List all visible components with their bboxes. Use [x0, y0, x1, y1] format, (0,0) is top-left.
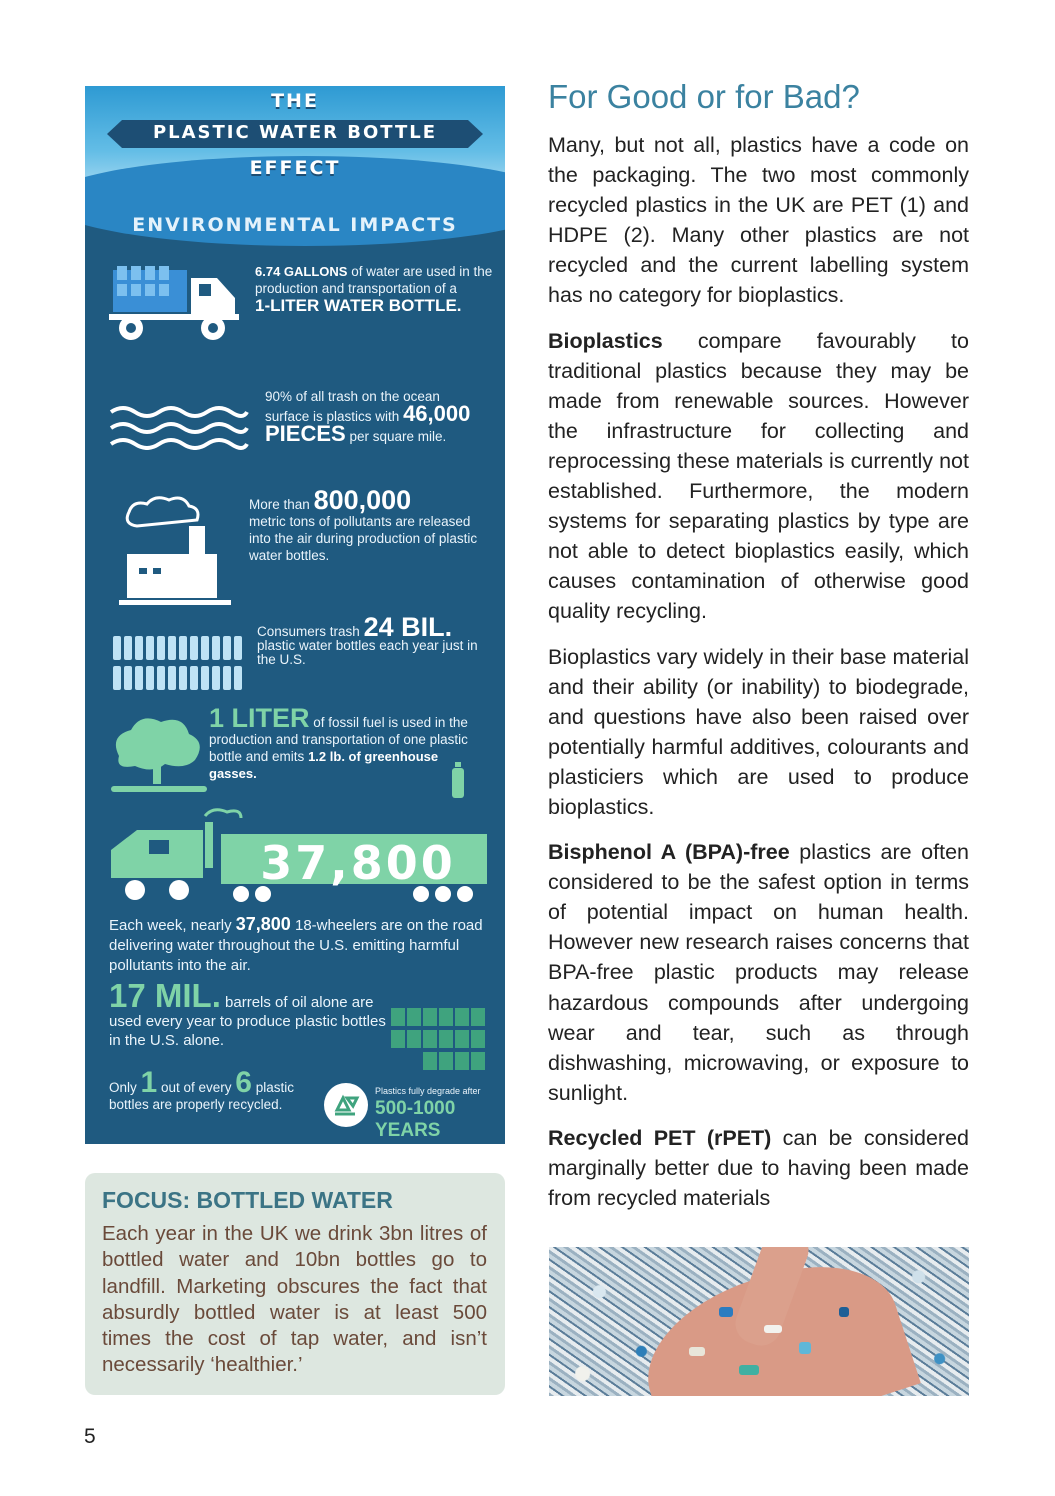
oil-barrels-icon [391, 1008, 487, 1072]
infographic [85, 86, 505, 1144]
fact8-body-b: out of every [160, 1080, 232, 1095]
paragraph-5 [548, 1123, 969, 1213]
microplastic-particle [689, 1347, 705, 1356]
fact3-prefix: More than [249, 497, 310, 512]
paragraph-4 [548, 837, 969, 1108]
article-body [548, 130, 969, 1228]
paragraph-3: Bioplastics vary widely in their base material and their ability (or inability) to biodegrade, and questions have also been raised over potentially harmful additives, colourants and plasticiers which are used to produce bioplastics. [548, 644, 969, 819]
fact5-emphasis: 1.2 lb. of greenhouse gasses. [209, 749, 439, 781]
section-title: ENVIRONMENTAL IMPACTS [132, 214, 458, 236]
fact6-body-a: Each week, nearly [109, 917, 232, 934]
page-number: 5 [84, 1425, 96, 1448]
ocean-waves-icon [109, 404, 249, 450]
fact4-highlight: 24 BIL. [363, 612, 453, 642]
bottles-icon [113, 630, 243, 694]
fact5-highlight: 1 LITER [209, 703, 310, 733]
paragraph-2 [548, 326, 969, 627]
fact7-highlight: 17 MIL. [109, 977, 221, 1014]
infographic-title-effect: EFFECT [249, 157, 341, 179]
fact4-prefix: Consumers trash [257, 624, 360, 639]
tree-icon [109, 716, 209, 796]
fact5-text [209, 703, 479, 782]
microplastic-particle [839, 1307, 849, 1317]
fact2-body2: per square mile. [349, 429, 447, 444]
fact9-small: Plastics fully degrade after [375, 1086, 481, 1096]
truck-icon [109, 264, 241, 344]
fact8-body-c: plastic bottles are properly recycled. [109, 1080, 295, 1112]
bioplastics-term: Bioplastics [548, 328, 663, 353]
fact2-text [265, 388, 485, 445]
article-heading: For Good or for Bad? [548, 78, 860, 115]
fact3-text [249, 485, 489, 564]
microplastic-particle [799, 1342, 811, 1354]
paragraph-2-text: compare favourably to traditional plastics because they may be made from renewable sources. However the infrastructure for collecting and reprocessing these materials is currently not established. Furthermore, the modern systems for separating plastics by type are not able to detect bioplastics easily, which causes contamination of otherwise good quality recycling. [548, 328, 969, 624]
fact1-highlight: 6.74 GALLONS [255, 264, 348, 279]
fact3-body: metric tons of pollutants are released into the air during production of plastic water bottles. [249, 514, 478, 563]
fact1-emphasis: 1-LITER WATER BOTTLE. [255, 296, 462, 315]
paragraph-4-text: plastics are often considered to be the safest option in terms of potential impact on human health. However new research raises concerns that BPA-free plastic products may release hazardous compounds after undergoing wear and tear, such as through dishwashing, microwaving, or exposure to sunlight. [548, 840, 969, 1105]
focus-box [85, 1173, 505, 1395]
microplastic-particle [719, 1307, 733, 1317]
microplastics-photo [549, 1247, 969, 1396]
fact3-highlight: 800,000 [313, 485, 412, 515]
fact5-body: of fossil fuel is used in the production and transportation of one plastic bottle and emits [209, 715, 468, 764]
fact6-text [109, 914, 489, 976]
fact4-text [257, 612, 487, 667]
fact6-body-b: 18-wheelers are on the road delivering water throughout the U.S. emitting harmful pollutants into the air. [109, 917, 483, 974]
fact9-highlight: 500-1000 YEARS [375, 1098, 456, 1141]
microplastic-particle [764, 1325, 782, 1333]
paragraph-5-text: can be considered marginally better due to having been made from recycled materials [548, 1125, 969, 1211]
fact2-body: 90% of all trash on the ocean surface is plastics with [265, 389, 440, 424]
fact8-num2: 6 [235, 1066, 252, 1099]
fact4-body: plastic water bottles each year just in the U.S. [257, 638, 478, 667]
fact7-text [109, 977, 399, 1050]
fact1-body: of water are used in the production and transportation of a [255, 264, 493, 296]
infographic-title-main: PLASTIC WATER BOTTLE [152, 122, 438, 143]
recycle-icon [323, 1082, 369, 1128]
bpa-term: Bisphenol A (BPA)-free [548, 840, 790, 865]
fact8-num1: 1 [140, 1066, 158, 1099]
paragraph-1: Many, but not all, plastics have a code on the packaging. The two most commonly recycled plastics in the UK are PET (1) and HDPE (2). Many other plastics are not recycled and the current labelling system has no category for bioplastics. [548, 133, 969, 308]
rpet-term: Recycled PET (rPET) [548, 1125, 772, 1150]
fact8-text [109, 1066, 329, 1113]
infographic-title-the: THE [271, 90, 319, 112]
fact1-text [255, 263, 495, 315]
fact6-bold: 37,800 [235, 914, 291, 934]
focus-title: FOCUS: BOTTLED WATER [102, 1187, 393, 1213]
fact8-body-a: Only [109, 1080, 137, 1095]
fact2-highlight: 46,000 PIECES [265, 401, 471, 446]
fact6-highlight: 37,800 [260, 836, 456, 890]
focus-body: Each year in the UK we drink 3bn litres of bottled water and 10bn bottles go to landfill. Marketing obscures the fact that absurdly bottled water is at least 500 times the cost of tap water, and isn’t necessarily ‘healthier.’ [102, 1222, 487, 1377]
bottle-icon [451, 762, 465, 798]
fact7-body: barrels of oil alone are used every year to produce plastic bottles in the U.S. alone. [109, 994, 386, 1049]
factory-icon [117, 496, 237, 606]
microplastic-particle [739, 1365, 759, 1375]
